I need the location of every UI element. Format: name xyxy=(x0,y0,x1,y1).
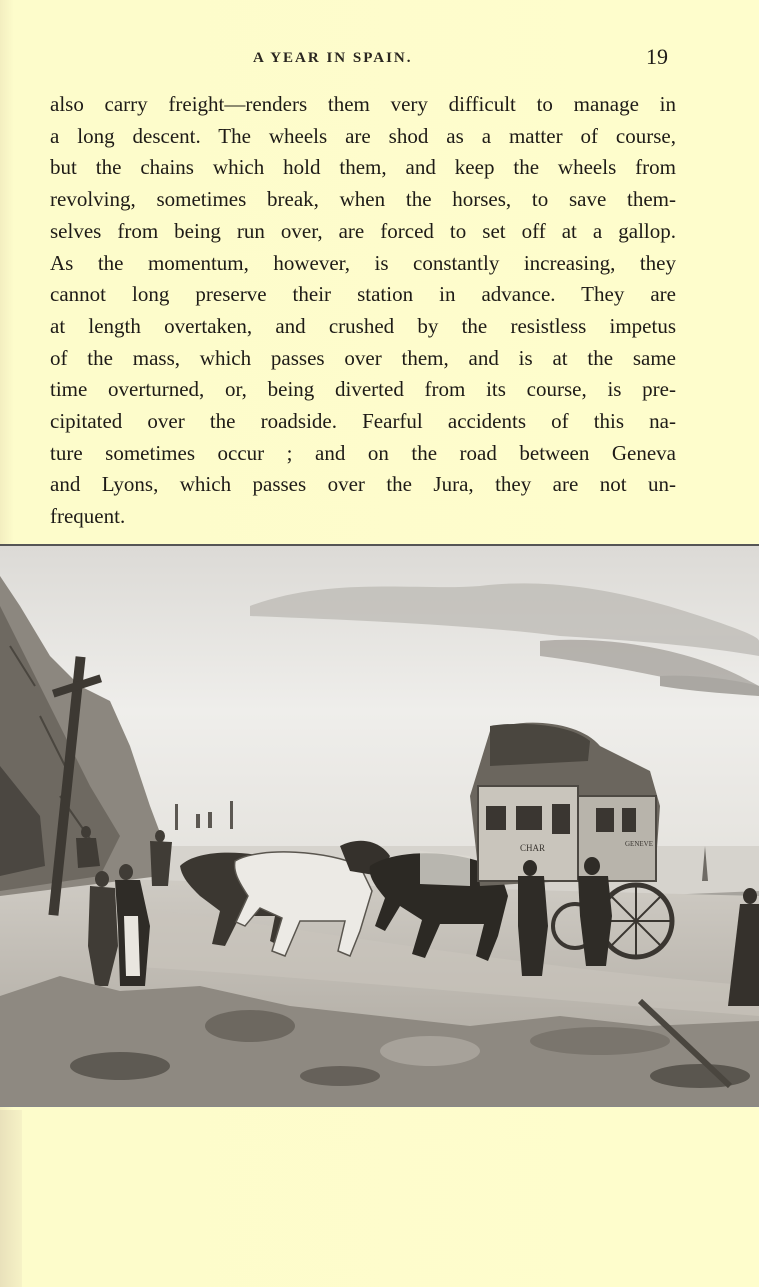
stagecoach-illustration xyxy=(0,546,759,1106)
body-paragraph xyxy=(50,89,676,533)
text-line: and Lyons, which passes over the Jura, they are not un- xyxy=(50,472,676,497)
text-line: ture sometimes occur ; and on the road between Geneva xyxy=(50,440,676,465)
text-line: of the mass, which passes over them, and is at the same xyxy=(50,345,676,370)
running-head: A YEAR IN SPAIN. xyxy=(253,50,413,66)
text-line: selves from being run over, are forced to set off at a gallop. xyxy=(50,218,676,243)
page-header xyxy=(0,44,759,74)
illustration-plate xyxy=(0,544,759,1107)
text-line: at length overtaken, and crushed by the resistless impetus xyxy=(50,313,676,338)
page-number: 19 xyxy=(646,44,668,69)
text-line: a long descent. The wheels are shod as a matter of course, xyxy=(50,123,676,148)
text-line: cipitated over the roadside. Fearful accidents of this na- xyxy=(50,409,676,434)
text-line: frequent. xyxy=(50,504,126,529)
text-line: As the momentum, however, is constantly increasing, they xyxy=(50,250,676,275)
text-line: but the chains which hold them, and keep the wheels from xyxy=(50,155,676,180)
coach-lettering: CHAR xyxy=(520,843,546,853)
blank-page-area xyxy=(0,1106,759,1287)
text-line: also carry freight—renders them very difficult to manage in xyxy=(50,92,676,116)
text-line: time overturned, or, being diverted from its course, is pre- xyxy=(50,377,676,402)
page-edge-shading xyxy=(0,1110,22,1287)
text-line: cannot long preserve their station in advance. They are xyxy=(50,282,676,307)
text-line: revolving, sometimes break, when the horses, to save them- xyxy=(50,187,676,212)
coach-side-lettering: GENEVE xyxy=(625,840,653,848)
